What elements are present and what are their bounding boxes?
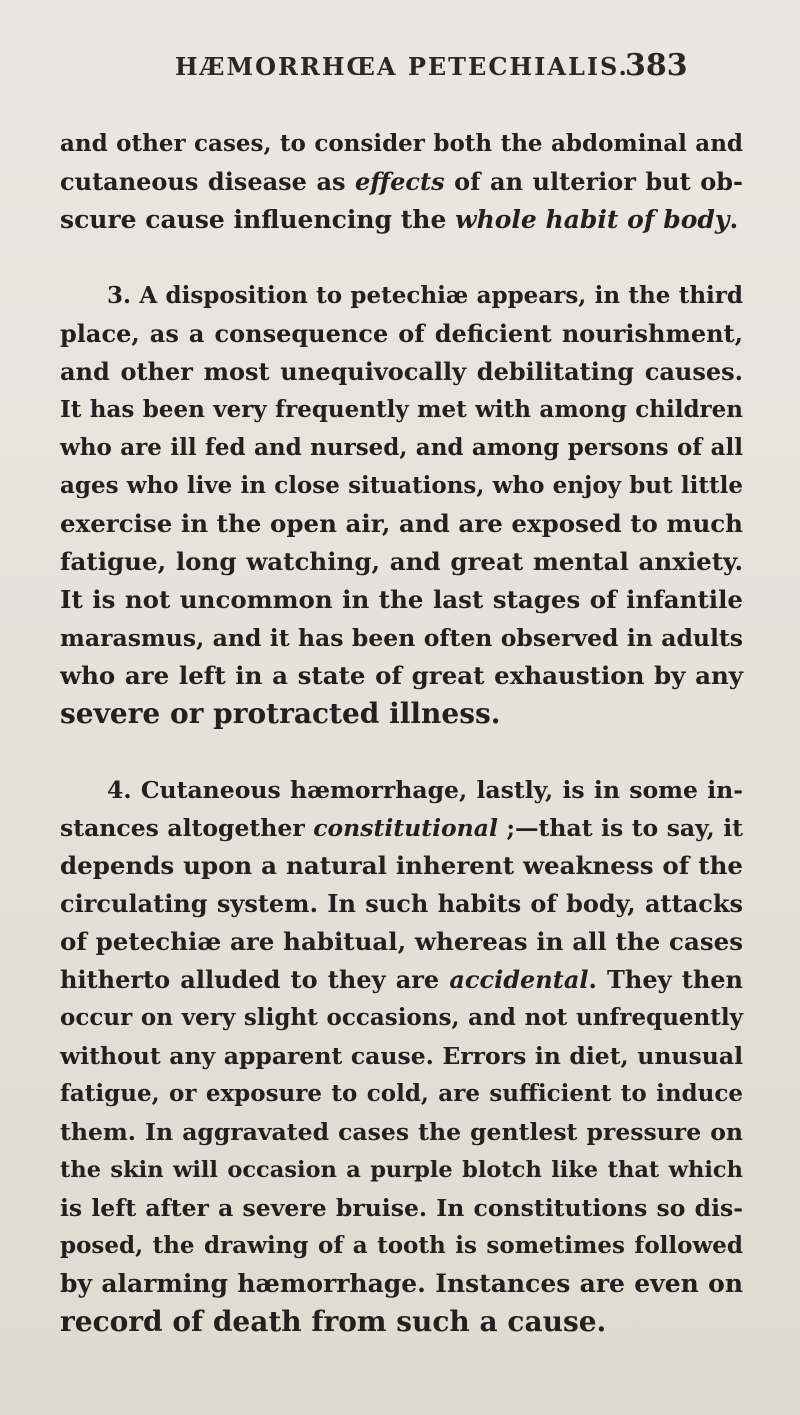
text-line: It is not uncommon in the last stages of infantile bbox=[60, 585, 743, 614]
running-title: HÆMORRHŒA PETECHIALIS. bbox=[175, 52, 629, 81]
text-line: fatigue, long watching, and great mental anxiety. bbox=[60, 547, 743, 576]
text-line: 3. A disposition to petechiæ appears, in the third bbox=[107, 282, 743, 309]
text-line: the skin will occasion a purple blotch like that which bbox=[60, 1157, 743, 1183]
paragraph-gap bbox=[60, 733, 743, 771]
text-line: occur on very slight occasions, and not unfrequently bbox=[60, 1004, 743, 1031]
emphasis-accidental: accidental bbox=[449, 965, 589, 994]
paragraph-3 bbox=[60, 277, 743, 733]
text-line: exercise in the open air, and are exposed to much bbox=[60, 509, 743, 538]
text-segment: cutaneous disease as bbox=[60, 167, 356, 196]
text-line: of petechiæ are habitual, whereas in all the cases bbox=[60, 927, 743, 956]
text-line: them. In aggravated cases the gentlest pressure on bbox=[60, 1118, 743, 1146]
text-line: record of death from such a cause. bbox=[60, 1305, 607, 1338]
text-line: without any apparent cause. Errors in diet, unusual bbox=[60, 1042, 743, 1070]
text-line: posed, the drawing of a tooth is sometimes followed bbox=[60, 1232, 743, 1259]
text-line: circulating system. In such habits of body, attacks bbox=[60, 889, 743, 918]
page-number: 383 bbox=[625, 48, 688, 83]
emphasis-effects: effects bbox=[355, 167, 445, 196]
text-line: It has been very frequently met with among children bbox=[60, 396, 743, 423]
text-line: and other most unequivocally debilitating causes. bbox=[60, 357, 743, 386]
text-line: ages who live in close situations, who enjoy but little bbox=[60, 472, 743, 499]
paragraph-continuation bbox=[60, 125, 743, 239]
paragraph-4 bbox=[60, 771, 743, 1341]
text-line: marasmus, and it has been often observed in adults bbox=[60, 624, 743, 652]
text-segment: hitherto alluded to they are bbox=[60, 965, 450, 994]
text-line bbox=[60, 809, 743, 847]
text-line: severe or protracted illness. bbox=[60, 697, 501, 730]
text-line bbox=[60, 163, 743, 201]
text-line: by alarming hæmorrhage. Instances are even on bbox=[60, 1269, 743, 1298]
text-line: fatigue, or exposure to cold, are sufficient to induce bbox=[60, 1080, 743, 1107]
text-segment: of an ulterior but ob- bbox=[444, 167, 743, 196]
text-line: is left after a severe bruise. In constitutions so dis- bbox=[60, 1194, 743, 1222]
body-text bbox=[60, 125, 743, 1341]
text-segment: . bbox=[729, 205, 739, 234]
emphasis-constitutional: constitutional bbox=[313, 814, 498, 842]
text-segment: stances altogether bbox=[60, 814, 314, 842]
text-line: who are ill fed and nursed, and among persons of all bbox=[60, 434, 743, 461]
text-line: depends upon a natural inherent weakness of the bbox=[60, 851, 743, 880]
text-line: place, as a consequence of deficient nourishment, bbox=[60, 319, 743, 348]
text-line: who are left in a state of great exhaustion by any bbox=[60, 661, 743, 690]
text-segment: ;—that is to say, it bbox=[497, 814, 743, 842]
text-line bbox=[60, 201, 743, 239]
running-head bbox=[0, 48, 800, 92]
text-segment: . They then bbox=[588, 965, 743, 994]
text-segment: scure cause influencing the bbox=[60, 205, 456, 234]
emphasis-whole-habit: whole habit of body bbox=[455, 205, 730, 234]
paragraph-gap bbox=[60, 239, 743, 277]
text-line: and other cases, to consider both the abdominal and bbox=[60, 130, 743, 157]
text-line: 4. Cutaneous hæmorrhage, lastly, is in some in- bbox=[107, 776, 743, 804]
text-line bbox=[60, 961, 743, 999]
